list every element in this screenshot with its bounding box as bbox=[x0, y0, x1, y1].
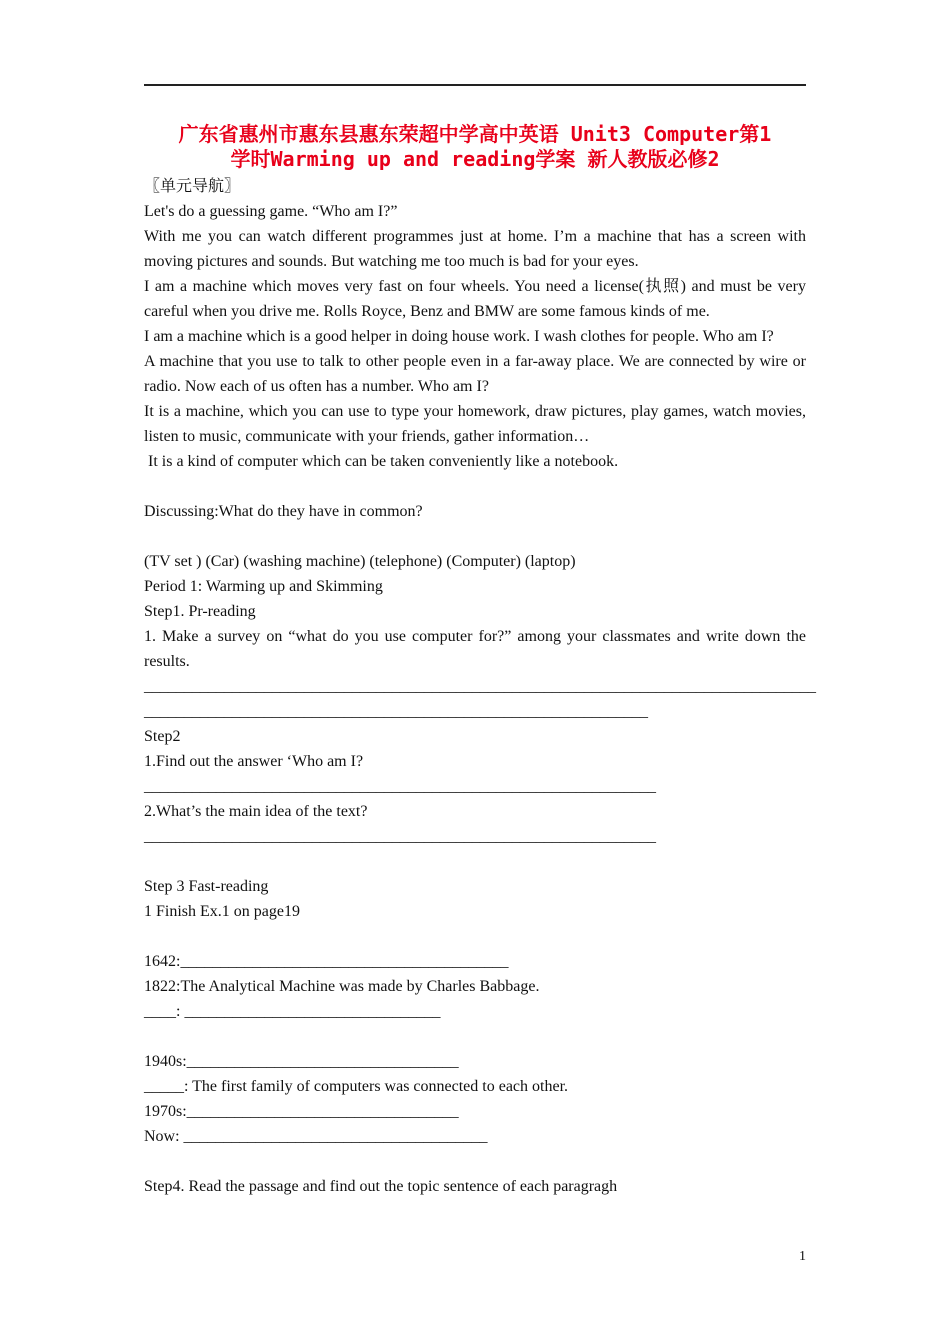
document-title bbox=[144, 122, 806, 172]
page-number: 1 bbox=[799, 1249, 806, 1264]
step1-task: 1. Make a survey on “what do you use computer for?” among your classmates and write down the results. bbox=[144, 628, 806, 670]
timeline-blank: ____: ________________________________ bbox=[144, 1003, 441, 1020]
step2-heading: Step2 bbox=[144, 728, 181, 745]
riddle-telephone: A machine that you use to talk to other people even in a far-away place. We are connected by wire or radio. Now each of us often has a number. Who am I? bbox=[144, 353, 806, 395]
step2-question-2: 2.What’s the main idea of the text? bbox=[144, 803, 368, 820]
timeline-network: _____: The first family of computers was connected to each other. bbox=[144, 1078, 569, 1095]
riddle-car: I am a machine which moves very fast on four wheels. You need a license(执照) and must be very careful when you drive me. Rolls Royce, Benz and BMW are some famous kinds of me. bbox=[144, 278, 806, 320]
intro-line: Let's do a guessing game. “Who am I?” bbox=[144, 203, 398, 220]
step1-heading: Step1. Pr-reading bbox=[144, 603, 256, 620]
answer-blank-2: _______________________________________________________________ bbox=[144, 703, 648, 720]
timeline-1940s: 1940s:__________________________________ bbox=[144, 1053, 459, 1070]
timeline-now: Now: ______________________________________ bbox=[144, 1128, 488, 1145]
section-heading: 〖单元导航〗 bbox=[144, 178, 241, 195]
answer-blank-3: ________________________________________________________________ bbox=[144, 778, 656, 795]
timeline-1642: 1642:_________________________________________ bbox=[144, 953, 509, 970]
title-line-1: 广东省惠州市惠东县惠东荣超中学高中英语 Unit3 Computer第1 bbox=[178, 122, 772, 146]
spacer bbox=[144, 924, 806, 949]
spacer bbox=[144, 849, 806, 874]
riddle-washing-machine: I am a machine which is a good helper in doing house work. I wash clothes for people. Who am I? bbox=[144, 328, 774, 345]
answer-blank-4: ________________________________________________________________ bbox=[144, 828, 656, 845]
period-heading: Period 1: Warming up and Skimming bbox=[144, 578, 383, 595]
step3-heading: Step 3 Fast-reading bbox=[144, 878, 269, 895]
riddle-computer: It is a machine, which you can use to type your homework, draw pictures, play games, watch movies, listen to music, communicate with your friends, gather information… bbox=[144, 403, 806, 445]
spacer bbox=[144, 1024, 806, 1049]
spacer bbox=[144, 474, 806, 499]
step3-task: 1 Finish Ex.1 on page19 bbox=[144, 903, 300, 920]
riddle-laptop: It is a kind of computer which can be taken conveniently like a notebook. bbox=[148, 453, 619, 470]
discussing-question: Discussing:What do they have in common? bbox=[144, 503, 423, 520]
header-rule bbox=[144, 84, 806, 86]
step2-question-1: 1.Find out the answer ‘Who am I? bbox=[144, 753, 364, 770]
title-line-2: 学时Warming up and reading学案 新人教版必修2 bbox=[230, 147, 720, 171]
document-body bbox=[144, 174, 816, 1199]
step4-heading: Step4. Read the passage and find out the topic sentence of each paragragh bbox=[144, 1178, 618, 1195]
timeline-1970s: 1970s:__________________________________ bbox=[144, 1103, 459, 1120]
spacer bbox=[144, 1149, 806, 1174]
spacer bbox=[144, 524, 806, 549]
answer-blank-1: ____________________________________________________________________________________ bbox=[144, 678, 816, 695]
riddle-tv: With me you can watch different programmes just at home. I’m a machine that has a screen with moving pictures and sounds. But watching me too much is bad for your eyes. bbox=[144, 228, 806, 270]
timeline-1822: 1822:The Analytical Machine was made by Charles Babbage. bbox=[144, 978, 540, 995]
answer-list: (TV set ) (Car) (washing machine) (telephone) (Computer) (laptop) bbox=[144, 553, 576, 570]
